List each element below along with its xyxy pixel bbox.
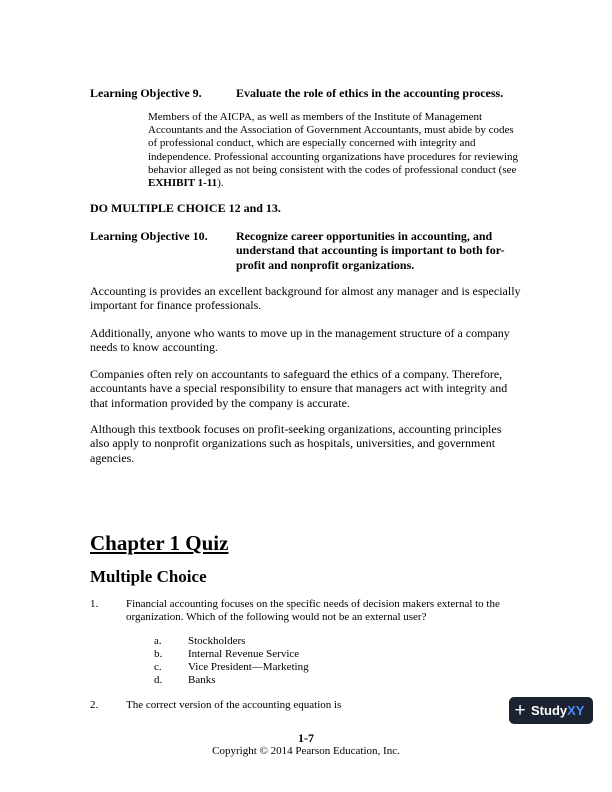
- plus-icon: +: [514, 699, 526, 721]
- paragraph-line: Although this textbook focuses on profit-seeking organizations, accounting principles: [90, 422, 502, 436]
- logo-text: StudyXY: [531, 703, 585, 718]
- paragraph-line: accountants have a special responsibility to ensure that managers act with integrity and: [90, 381, 508, 396]
- lo10-label: Learning Objective 10.: [90, 229, 208, 243]
- option-text: Stockholders: [188, 635, 246, 647]
- paragraph-career: [90, 284, 521, 313]
- question-2-number: 2.: [90, 699, 99, 711]
- section-title: Multiple Choice: [90, 567, 207, 586]
- exhibit-close: ).: [217, 177, 224, 190]
- option-letter: c.: [154, 661, 162, 673]
- question-1-text: [126, 598, 500, 624]
- lo10-title-line: profit and nonprofit organizations.: [236, 257, 415, 272]
- paragraph-line: needs to know accounting.: [90, 340, 218, 355]
- question-line: organization. Which of the following would not be an external user?: [126, 611, 427, 624]
- option-letter: a.: [154, 635, 162, 647]
- lo9-body-line: Accountants and the Association of Government Accountants, must abide by codes: [148, 124, 514, 137]
- option-text: Banks: [188, 674, 216, 686]
- paragraph-line: agencies.: [90, 450, 135, 465]
- exhibit-reference: EXHIBIT 1-11: [148, 177, 218, 190]
- paragraph-line: Companies often rely on accountants to safeguard the ethics of a company. Therefore,: [90, 367, 503, 381]
- paragraph-line: important for finance professionals.: [90, 298, 262, 313]
- paragraph-nonprofit: [90, 422, 501, 465]
- option-letter: d.: [154, 674, 163, 686]
- lo9-title: Evaluate the role of ethics in the accounting process.: [236, 86, 504, 100]
- question-2-text: The correct version of the accounting equation is: [126, 699, 342, 711]
- lo9-body-line: independence. Professional accounting organizations have procedures for reviewing: [148, 150, 518, 163]
- paragraph-line: Additionally, anyone who wants to move up in the management structure of a company: [90, 326, 510, 340]
- lo9-label: Learning Objective 9.: [90, 86, 202, 100]
- paragraph-line: also apply to nonprofit organizations such as hospitals, universities, and government: [90, 436, 496, 451]
- lo10-title: [236, 229, 505, 272]
- lo10-title-line: understand that accounting is important to both for-: [236, 243, 505, 258]
- lo9-body-line: Members of the AICPA, as well as members of the Institute of Management: [148, 111, 483, 123]
- option-text: Internal Revenue Service: [188, 648, 300, 660]
- page-number: 1-7: [298, 731, 314, 745]
- paragraph-line: Accounting is provides an excellent background for almost any manager and is especially: [90, 284, 521, 298]
- chapter-title: Chapter 1 Quiz: [90, 531, 229, 555]
- studyxy-logo[interactable]: [509, 697, 593, 724]
- lo9-body-line: of professional conduct, which are especially concerned with integrity and: [148, 137, 476, 150]
- option-text: Vice President—Marketing: [188, 661, 309, 673]
- paragraph-line: that information provided by the company is accurate.: [90, 395, 350, 410]
- lo9-body-last-line: [148, 177, 518, 190]
- paragraph-management: [90, 326, 510, 355]
- question-1-number: 1.: [90, 598, 99, 610]
- lo9-body: [148, 111, 518, 190]
- question-line: Financial accounting focuses on the specific needs of decision makers external to the: [126, 598, 500, 610]
- mc-instruction: DO MULTIPLE CHOICE 12 and 13.: [90, 201, 281, 215]
- paragraph-ethics: [90, 367, 507, 410]
- lo9-body-line: behavior alleged as not being consistent with the codes of professional conduct (see: [148, 163, 517, 176]
- lo10-title-line: Recognize career opportunities in accounting, and: [236, 229, 493, 243]
- copyright: Copyright © 2014 Pearson Education, Inc.: [212, 745, 400, 757]
- option-letter: b.: [154, 648, 163, 660]
